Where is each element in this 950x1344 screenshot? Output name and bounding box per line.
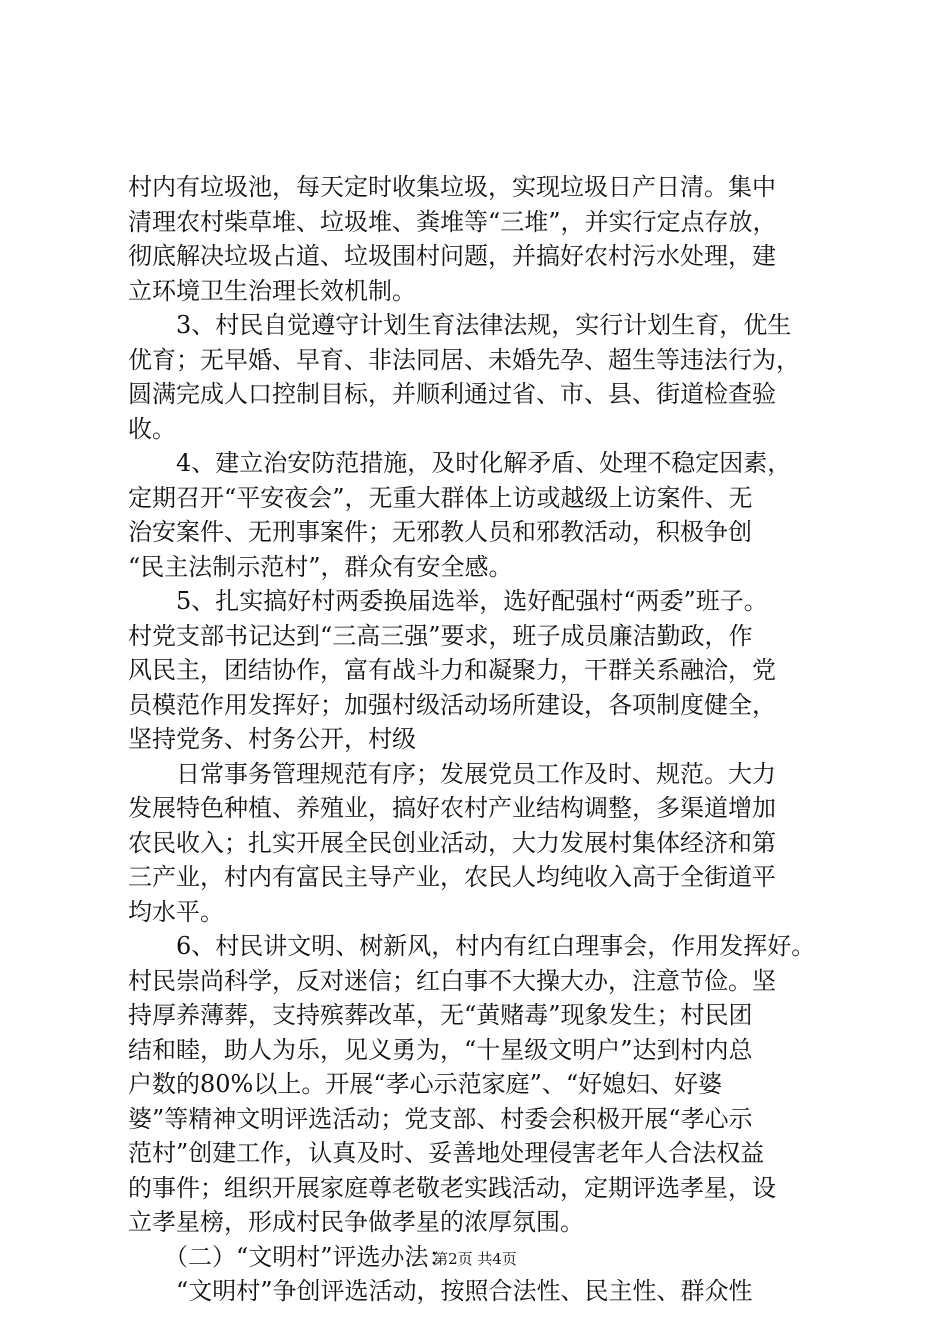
text-line: 优育；无早婚、早育、非法同居、未婚先孕、超生等违法行为， — [128, 345, 800, 374]
text-line: 日常事务管理规范有序；发展党员工作及时、规范。大力 — [128, 759, 776, 788]
text-line: 均水平。 — [128, 897, 224, 926]
text-line: 3、村民自觉遵守计划生育法律法规，实行计划生育，优生 — [128, 311, 792, 339]
text-line: 发展特色种植、养殖业，搞好农村产业结构调整，多渠道增加 — [128, 794, 776, 822]
text-line: 村民崇尚科学，反对迷信；红白事不大操大办，注意节俭。坚 — [128, 966, 776, 995]
text-line: 5、扎实搞好村两委换届选举，选好配强村“两委”班子。 — [128, 587, 768, 615]
text-line: 立环境卫生治理长效机制。 — [128, 276, 416, 305]
text-line: 6、村民讲文明、树新风，村内有红白理事会，作用发挥好。 — [128, 932, 816, 960]
text-line: 结和睦，助人为乐，见义勇为，“十星级文明户”达到村内总 — [128, 1035, 753, 1064]
text-line: 定期召开“平安夜会”，无重大群体上访或越级上访案件、无 — [128, 483, 753, 512]
text-line: 立孝星榜，形成村民争做孝星的浓厚氛围。 — [128, 1208, 584, 1236]
text-line: 员模范作用发挥好；加强村级活动场所建设，各项制度健全， — [128, 690, 776, 719]
text-line: 户数的80%以上。开展“孝心示范家庭”、“好媳妇、好婆 — [128, 1070, 723, 1098]
text-line: 村党支部书记达到“三高三强”要求，班子成员廉洁勤政，作 — [128, 621, 753, 650]
text-line: 农民收入；扎实开展全民创业活动，大力发展村集体经济和第 — [128, 828, 776, 857]
text-line: 坚持党务、村务公开，村级 — [128, 725, 416, 753]
text-line: 婆”等精神文明评选活动；党支部、村委会积极开展“孝心示 — [128, 1104, 753, 1133]
text-line: 收。 — [128, 414, 176, 443]
text-line: 范村”创建工作，认真及时、妥善地处理侵害老年人合法权益 — [128, 1139, 765, 1167]
text-line: “文明村”争创评选活动，按照合法性、民主性、群众性 — [128, 1277, 753, 1305]
text-line: 风民主，团结协作，富有战斗力和凝聚力，干群关系融洽，党 — [128, 656, 776, 684]
text-line: 4、建立治安防范措施，及时化解矛盾、处理不稳定因素， — [128, 449, 792, 477]
text-line: （二）“文明村”评选办法： — [128, 1242, 453, 1271]
text-line: 清理农村柴草堆、垃圾堆、粪堆等“三堆”，并实行定点存放， — [128, 207, 777, 236]
text-line: 治安案件、无刑事案件；无邪教人员和邪教活动，积极争创 — [128, 518, 752, 546]
page-footer: 第2页 共4页 — [433, 1250, 517, 1268]
text-line: 圆满完成人口控制目标，并顺利通过省、市、县、街道检查验 — [128, 380, 776, 408]
text-line: 村内有垃圾池，每天定时收集垃圾，实现垃圾日产日清。集中 — [128, 173, 776, 201]
body-text — [128, 170, 840, 1309]
text-line: “民主法制示范村”，群众有安全感。 — [128, 552, 513, 581]
text-line: 的事件；组织开展家庭尊老敬老实践活动，定期评选孝星，设 — [128, 1173, 776, 1202]
text-line: 三产业，村内有富民主导产业，农民人均纯收入高于全街道平 — [128, 863, 776, 891]
text-line: 持厚养薄葬，支持殡葬改革，无“黄赌毒”现象发生；村民团 — [128, 1001, 753, 1029]
text-line: 彻底解决垃圾占道、垃圾围村问题，并搞好农村污水处理，建 — [128, 242, 776, 270]
